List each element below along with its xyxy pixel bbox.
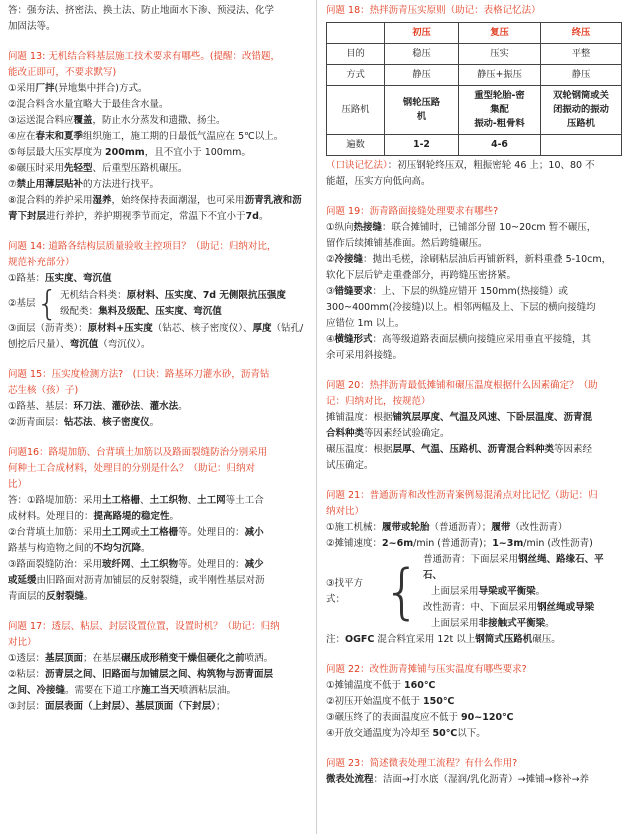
table-cell: 目的 — [327, 44, 385, 65]
answer-line: 留作后续摊铺基准面。然后跨缝碾压。 — [326, 238, 488, 249]
answer-line: 软化下层后铲走重叠部分，再跨缝压密挤紧。 — [326, 270, 517, 281]
answer-line: 上面层采用导梁或平衡梁。 — [431, 586, 546, 597]
answer-line: 300~400mm(冷接缝)以上。相邻两幅及上、下层的横向接缝均 — [326, 302, 596, 313]
answer-line: ①纵向热接缝：联合摊铺时，已铺部分留 10~20cm 暂不碾压， — [326, 222, 597, 233]
table-cell: 静压+振压 — [459, 65, 541, 86]
answer-line: ①摊铺温度不低于 160℃ — [326, 680, 436, 691]
table-cell: 平整 — [541, 44, 622, 65]
question-20-title-cont: 记：归纳对比，按规范） — [326, 396, 431, 407]
right-column — [326, 0, 622, 788]
answer-line: 碾压温度：根据层厚、气温、压路机、沥青混合料种类等因素经 — [326, 444, 593, 455]
answer-line: ③面层（沥青类）：原材料+压实度（钻芯、核子密度仪）、厚度（钻孔/刨挖后尺量）、弯沉值（弯沉仪）。 — [8, 323, 304, 350]
answer-line: ②台背填土加筋：采用土工网或土工格栅等。处理目的：减小 — [8, 527, 264, 538]
answer-line: 应错位 1m 以上。 — [326, 318, 405, 329]
table-cell: 4-6 — [459, 135, 541, 156]
answer-line: ②粘层：沥青层之间、旧路面与加铺层之间、构筑物与沥青面层 — [8, 669, 274, 680]
table-cell: 压实 — [459, 44, 541, 65]
base-layer-items — [60, 288, 286, 320]
mnemonic-line: 能超，压实方向低向高。 — [326, 176, 431, 187]
left-brace-icon: { — [36, 284, 59, 324]
answer-line: 或延缓由旧路面对沥青加铺层的反射裂缝，或半刚性基层对沥 — [8, 575, 265, 586]
answer-line: 上面层采用非接触式平衡梁。 — [431, 618, 555, 629]
answer-line: ②沥青面层：钻芯法、核子密度仪。 — [8, 417, 160, 428]
table-cell — [541, 135, 622, 156]
table-header-cell: 终压 — [541, 23, 622, 44]
table-row — [327, 44, 622, 65]
table-row — [327, 86, 622, 135]
answer-line: 合料种类等因素经试验确定。 — [326, 428, 450, 439]
question-22-title: 问题 22：改性沥青摊铺与压实温度有哪些要求? — [326, 664, 527, 675]
question-16-title: 问题16：路堤加筋、台背填土加筋以及路面裂缝防治分别采用 — [8, 447, 268, 458]
answer-line: ④应在春末和夏季组织施工，施工期的日最低气温应在 5℃以上。 — [8, 131, 284, 142]
table-cell: 双轮钢筒或关 闭振动的振动 压路机 — [541, 86, 622, 135]
answer-line: ④横缝形式：高等级道路表面层横向接缝应采用垂直平接缝，其 — [326, 334, 592, 345]
question-17-title: 问题 17：透层、粘层、封层设置位置，设置时机？（助记：归纳 — [8, 621, 280, 632]
table-cell: 遍数 — [327, 135, 385, 156]
table-cell: 重型轮胎-密 集配 振动-粗骨料 — [459, 86, 541, 135]
table-cell: 稳压 — [385, 44, 459, 65]
answer-line: ④开放交通温度为冷却至 50℃以下。 — [326, 728, 486, 739]
question-15-title: 问题 15：压实度检测方法? (口诀：路基环刀灌水砂，沥青钻 — [8, 369, 270, 380]
question-18-title: 问题 18：热拌沥青压实原则（助记：表格记忆法） — [326, 5, 541, 16]
table-row — [327, 65, 622, 86]
answer-line: ③碾压终了的表面温度应不低于 90~120℃ — [326, 712, 514, 723]
text-line: 答：强夯法、挤密法、换土法、防止地面水下渗、预浸法、化学 — [8, 5, 275, 16]
compaction-table — [326, 22, 622, 156]
question-13-answer — [8, 81, 306, 225]
table-header-row — [327, 23, 622, 44]
left-brace-icon: { — [382, 557, 422, 627]
question-16-title-cont: 何种土工合成材料，处理目的分别是什么？（助记：归纳对 — [8, 463, 256, 474]
leveling-label: ③找平方式： — [326, 578, 364, 605]
question-14-title-cont: 规范补充部分） — [8, 257, 75, 268]
question-15-title-cont: 芯生核（孩）子) — [8, 385, 79, 396]
answer-line: 路基与构造物之间的不均匀沉降。 — [8, 543, 151, 554]
answer-line: ⑦禁止用薄层贴补的方法进行找平。 — [8, 179, 160, 190]
base-layer-group — [8, 284, 306, 324]
table-cell: 方式 — [327, 65, 385, 86]
answer-line: 微表处流程：洁面→打水底（湿润/乳化沥青）→摊铺→修补→养 — [326, 774, 590, 785]
answer-line: 摊铺温度：根据铺筑层厚度、气温及风速、下卧层温度、沥青混 — [326, 412, 593, 423]
question-17-title-cont: 对比） — [8, 637, 37, 648]
answer-line: 青面层的反射裂缝。 — [8, 591, 94, 602]
answer-line: ①施工机械：履带或轮胎（普通沥青）；履带（改性沥青） — [326, 522, 568, 533]
table-header-cell: 初压 — [385, 23, 459, 44]
answer-line: ②摊铺速度：2~6m/min (普通沥青)；1~3m/min (改性沥青) — [326, 538, 593, 549]
question-23-title: 问题 23：简述微表处理工流程？有什么作用? — [326, 758, 518, 769]
answer-line: ②冷接缝：抛出毛槎，涂刷粘层油后再铺新料，新料重叠 5-10cm， — [326, 254, 612, 265]
question-21-title-cont: 纳对比） — [326, 506, 365, 517]
answer-line: 答：①路堤加筋：采用土工格栅、土工织物、土工网等土工合 — [8, 495, 264, 506]
table-cell: 钢轮压路 机 — [385, 86, 459, 135]
answer-line: 注：OGFC 混合料宜采用 12t 以上钢筒式压路机碾压。 — [326, 634, 561, 645]
mnemonic-line: （口诀记忆法）：初压钢轮终压双，粗振密轮 46 上；10、80 不 — [326, 160, 595, 171]
answer-line: 改性沥青：中、下面层采用钢丝绳或导梁 — [423, 602, 595, 613]
answer-line: ③错缝要求：上、下层的纵缝应错开 150mm(热接缝）或 — [326, 286, 568, 297]
table-cell: 压路机 — [327, 86, 385, 135]
table-cell: 1-2 — [385, 135, 459, 156]
table-row — [327, 135, 622, 156]
answer-line: ①采用厂拌(异地集中拌合)方式。 — [8, 83, 148, 94]
table-header-cell: 复压 — [459, 23, 541, 44]
answer-line: ①路基、基层：环刀法、灌砂法、灌水法。 — [8, 401, 188, 412]
answer-line: ②初压开始温度不低于 150℃ — [326, 696, 455, 707]
leveling-items — [423, 552, 622, 632]
leveling-group — [326, 552, 622, 632]
question-13-title: 问题 13: 无机结合料基层施工技术要求有哪些。(提醒：改错题， — [8, 51, 281, 62]
answer-line: ③封层：面层表面（上封层）、基层顶面（下封层）； — [8, 701, 226, 712]
left-column — [8, 0, 306, 715]
table-cell: 静压 — [541, 65, 622, 86]
question-13-title-cont: 能改正即可，不要求默写) — [8, 67, 117, 78]
question-21-title: 问题 21：普通沥青和改性沥青案例易混淆点对比记忆（助记：归 — [326, 490, 598, 501]
table-header-cell — [327, 23, 385, 44]
base-layer-label: ②基层 — [8, 298, 36, 309]
table-cell: 静压 — [385, 65, 459, 86]
question-14-title: 问题 14: 道路各结构层质量验收主控项目？（助记：归纳对比， — [8, 241, 277, 252]
answer-line: ②混合料含水量宜略大于最佳含水量。 — [8, 99, 169, 110]
answer-line: ⑤每层最大压实厚度为 200mm，且不宜小于 100mm。 — [8, 147, 251, 158]
answer-line: 无机结合料类：原材料、压实度、7d 无侧限抗压强度 — [60, 290, 286, 301]
answer-line: ⑧混合料的养护采用湿养，始终保持表面潮湿，也可采用沥青乳液和沥青下封层进行养护，养护期视季节而定，常温下不宜小于7d。 — [8, 195, 302, 222]
column-divider — [316, 0, 317, 834]
answer-line: ①透层：基层顶面；在基层碾压成形稍变干燥但硬化之前喷洒。 — [8, 653, 274, 664]
answer-line: 级配类：集料及级配、压实度、弯沉值 — [60, 306, 222, 317]
question-16-title-cont: 比） — [8, 479, 28, 490]
answer-line: ⑥碾压时采用先轻型、后重型压路机碾压。 — [8, 163, 188, 174]
question-20-title: 问题 20：热拌沥青最低摊铺和碾压温度根据什么因素确定？（助 — [326, 380, 598, 391]
answer-line: ①路基：压实度、弯沉值 — [8, 273, 112, 284]
answer-line: 余可采用斜接缝。 — [326, 350, 403, 361]
question-19-title: 问题 19：沥青路面接缝处理要求有哪些? — [326, 206, 499, 217]
answer-line: 试压确定。 — [326, 460, 374, 471]
answer-line: 成材料。处理目的：提高路堤的稳定性。 — [8, 511, 180, 522]
answer-line: 普通沥青：下面层采用钢丝绳、路缘石、平石、 — [423, 554, 604, 581]
text-line: 加固法等。 — [8, 21, 56, 32]
answer-line: ③路面裂缝防治：采用玻纤网、土工织物等。处理目的：减少 — [8, 559, 264, 570]
answer-line: ③运送混合料应覆盖，防止水分蒸发和遗撒、扬尘。 — [8, 115, 226, 126]
answer-line: 之间、冷接缝。需要在下道工序施工当天喷洒粘层油。 — [8, 685, 237, 696]
